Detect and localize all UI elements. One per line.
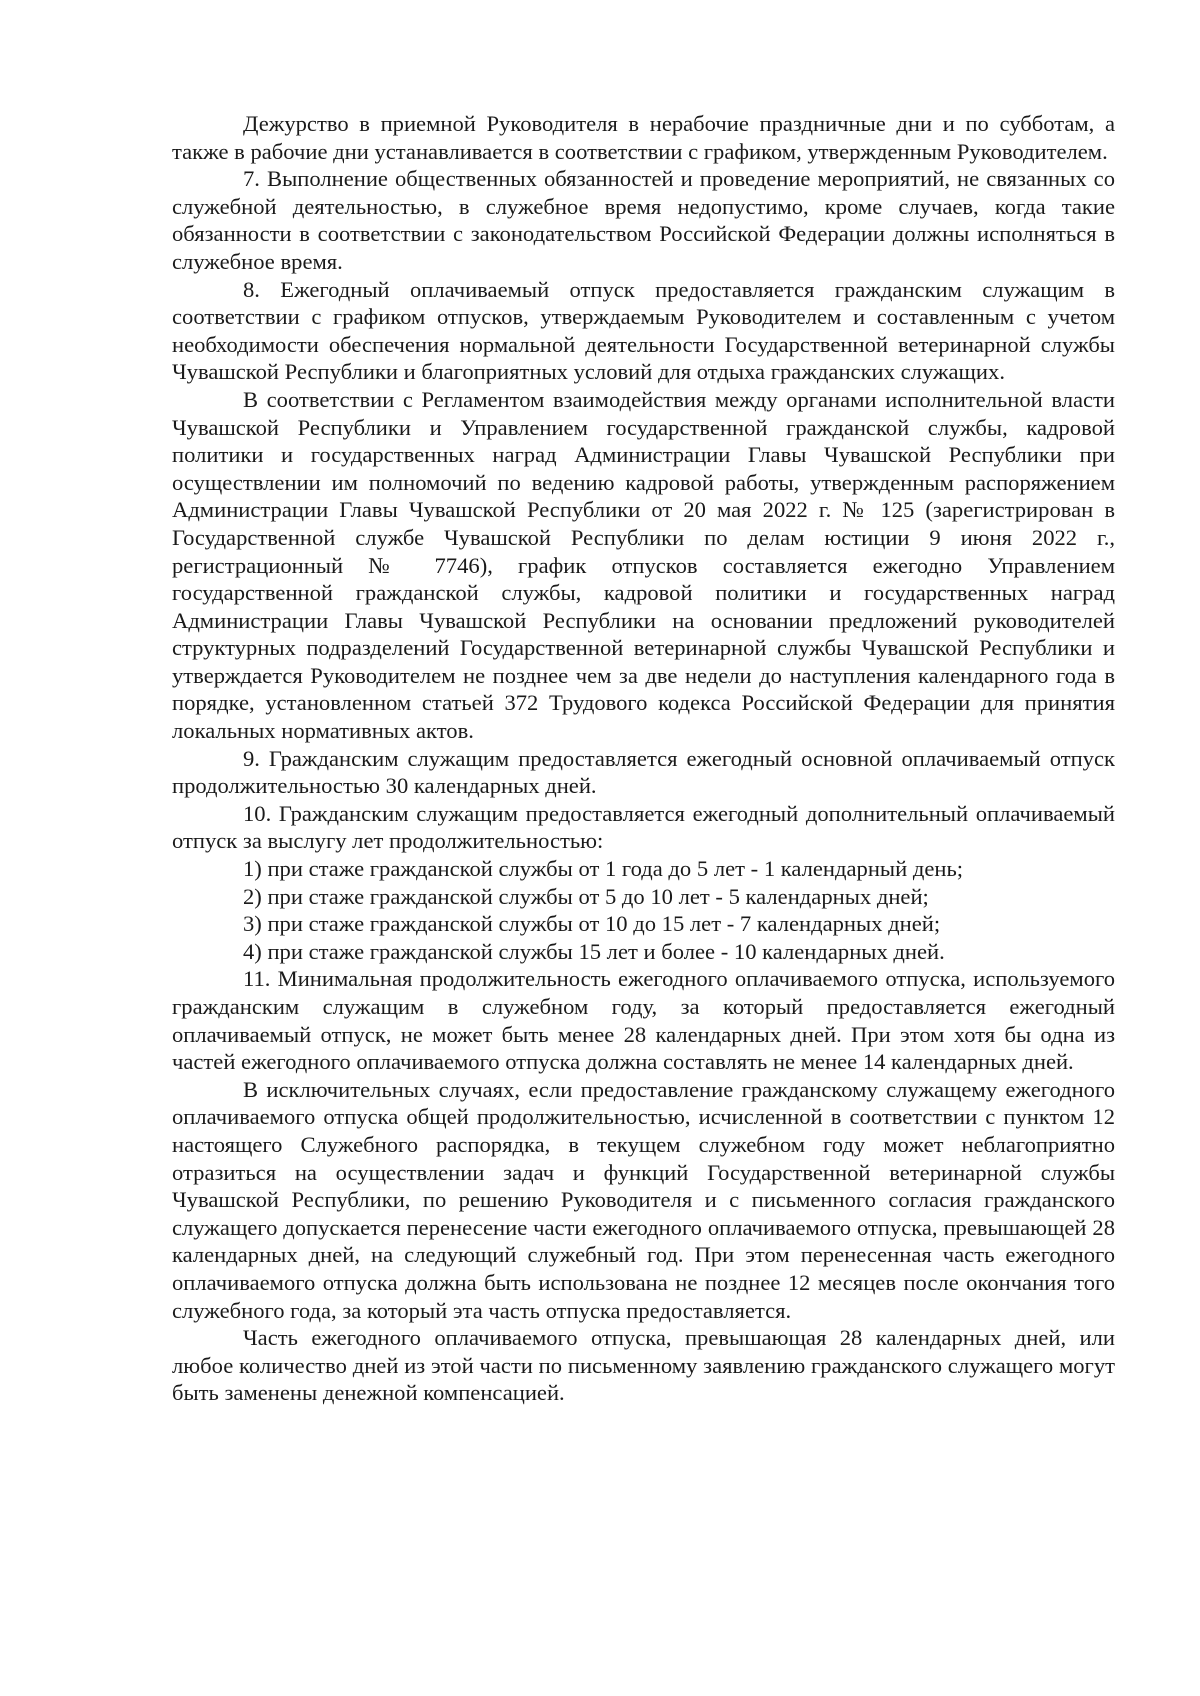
list-item-4: 4) при стаже гражданской службы 15 лет и более - 10 календарных дней. xyxy=(243,938,945,964)
list-item-3: 3) при стаже гражданской службы от 10 до 15 лет - 7 календарных дней; xyxy=(243,911,941,937)
list-item-2: 2) при стаже гражданской службы от 5 до 10 лет - 5 календарных дней; xyxy=(243,883,929,909)
paragraph-item-10: 10. Гражданским служащим предоставляется ежегодный дополнительный оплачиваемый отпуск за выслугу лет продолжительностью: xyxy=(172,800,1115,854)
paragraph-item-9: 9. Гражданским служащим предоставляется ежегодный основной оплачиваемый отпуск продолжительностью 30 календарных дней. xyxy=(172,745,1115,799)
document-body xyxy=(172,110,1115,1407)
paragraph-regulation: В соответствии с Регламентом взаимодействия между органами исполнительной власти Чувашской Республики и Управлением государственной гражданской службы, кадровой политики и государственных наград Администрации Главы Чувашской Республики при осуществлении им полномочий по ведению кадровой работы, утвержденным распоряжением Администрации Главы Чувашской Республики от 20 мая 2022 г. № 125 (зарегистрирован в Государственной службе Чувашской Республики по делам юстиции 9 июня 2022 г., регистрационный № 7746), график отпусков составляется ежегодно Управлением государственной гражданской службы, кадровой политики и государственных наград Администрации Главы Чувашской Республики на основании предложений руководителей структурных подразделений Государственной ветеринарной службы Чувашской Республики и утверждается Руководителем не позднее чем за две недели до наступления календарного года в порядке, установленном статьей 372 Трудового кодекса Российской Федерации для принятия локальных нормативных актов. xyxy=(172,386,1115,744)
paragraph-compensation: Часть ежегодного оплачиваемого отпуска, превышающая 28 календарных дней, или любое количество дней из этой части по письменному заявлению гражданского служащего могут быть заменены денежной компенсацией. xyxy=(172,1325,1115,1406)
paragraph-duty-schedule: Дежурство в приемной Руководителя в нерабочие праздничные дни и по субботам, а также в рабочие дни устанавливается в соответствии с графиком, утвержденным Руководителем. xyxy=(172,111,1115,164)
paragraph-item-11: 11. Минимальная продолжительность ежегодного оплачиваемого отпуска, используемого гражданским служащим в служебном году, за который предоставляется ежегодный оплачиваемый отпуск, не может быть менее 28 календарных дней. При этом хотя бы одна из частей ежегодного оплачиваемого отпуска должна составлять не менее 14 календарных дней. xyxy=(172,966,1115,1075)
paragraph-item-8: 8. Ежегодный оплачиваемый отпуск предоставляется гражданским служащим в соответствии с графиком отпусков, утверждаемым Руководителем и составленным с учетом необходимости обеспечения нормальной деятельности Государственной ветеринарной службы Чувашской Республики и благоприятных условий для отдыха гражданских служащих. xyxy=(172,276,1115,385)
paragraph-item-7: 7. Выполнение общественных обязанностей и проведение мероприятий, не связанных со служебной деятельностью, в служебное время недопустимо, кроме случаев, когда такие обязанности в соответствии с законодательством Российской Федерации должны исполняться в служебное время. xyxy=(172,166,1115,274)
paragraph-exceptional-cases: В исключительных случаях, если предоставление гражданскому служащему ежегодного оплачиваемого отпуска общей продолжительностью, исчисленной в соответствии с пунктом 12 настоящего Служебного распорядка, в текущем служебном году может неблагоприятно отразиться на осуществлении задач и функций Государственной ветеринарной службы Чувашской Республики, по решению Руководителя и с письменного согласия гражданского служащего допускается перенесение части ежегодного оплачиваемого отпуска, превышающей 28 календарных дней, на следующий служебный год. При этом перенесенная часть ежегодного оплачиваемого отпуска должна быть использована не позднее 12 месяцев после окончания того служебного года, за который эта часть отпуска предоставляется. xyxy=(172,1076,1115,1323)
list-item-1: 1) при стаже гражданской службы от 1 года до 5 лет - 1 календарный день; xyxy=(243,856,964,882)
